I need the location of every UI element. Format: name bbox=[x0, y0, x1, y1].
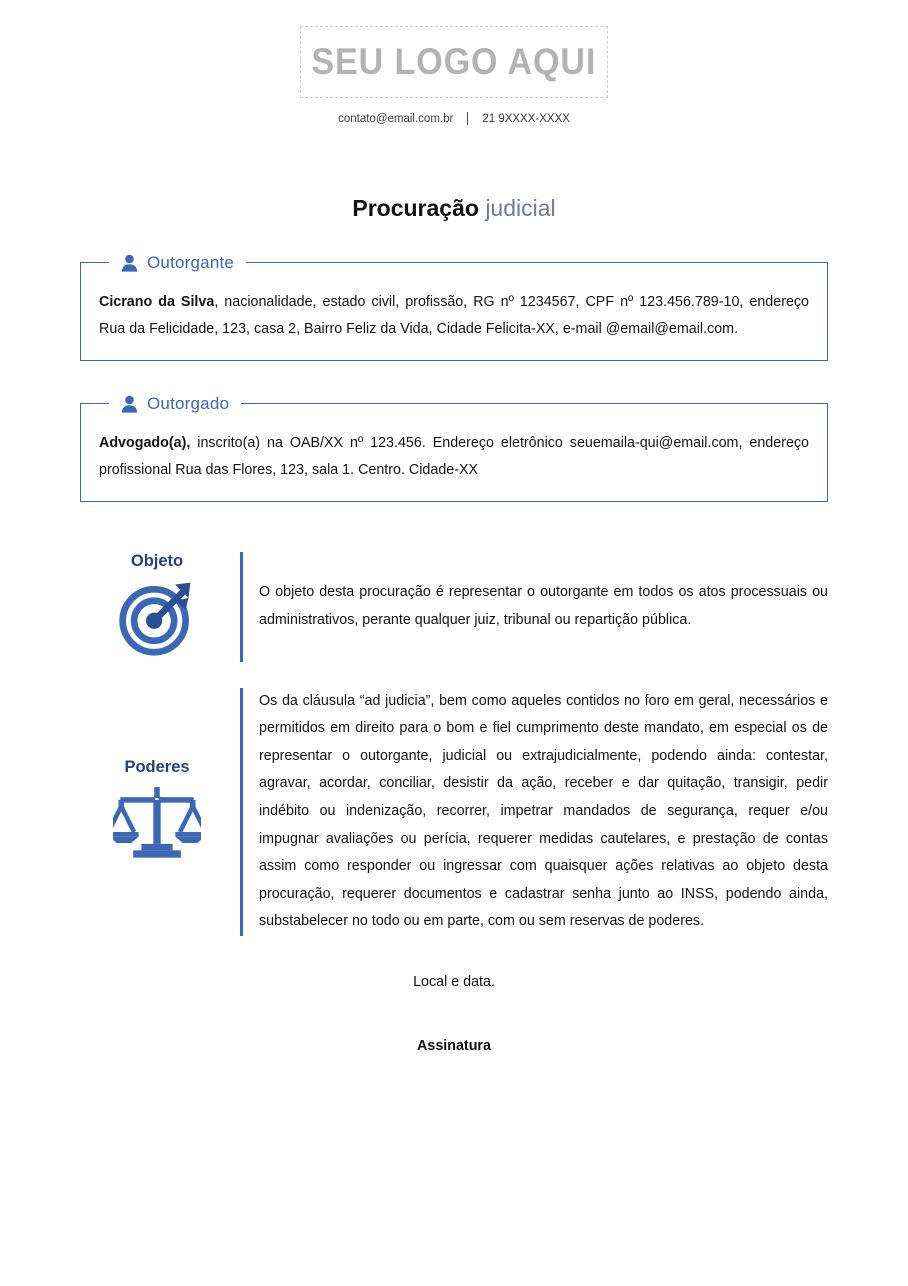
logo-placeholder-text: SEU LOGO AQUI bbox=[311, 41, 597, 82]
clause-poderes-body: Os da cláusula “ad judicia”, bem como aqueles contidos no foro em geral, necessários e permitidos em direito para o bom e fiel cumprimento deste mandato, em especial os de representar o outorgante, judicial ou extrajudicialmente, podendo ainda: contestar, agravar, acordar, conciliar, desistir da ação, receber e dar quitação, transigir, pedir indébito ou indenização, recorrer, impetrar mandados de segurança, requer e/ou impugnar avaliações ou perícia, requerer medidas cautelares, e prestação de contas assim como responder ou ingressar com quaisquer ações relativas ao objeto desta procuração, requerer documentos e cadastrar senha junto ao INSS, podendo ainda, substabelecer no todo ou em parte, com ou sem reservas de poderes. bbox=[259, 692, 828, 930]
scales-icon bbox=[113, 781, 201, 866]
party-outorgante-details: , nacionalidade, estado civil, profissão, RG nº 1234567, CPF nº 123.456.789-10, endereço Rua da Felicidade, 123, casa 2, Bairro Feliz da Vida, Cidade Felicita-XX, e-mail @email@email.com. bbox=[99, 294, 810, 338]
party-outorgante-label: Outorgante bbox=[147, 253, 235, 272]
contact-email: contato@email.com.br bbox=[338, 112, 454, 125]
contact-row bbox=[0, 112, 908, 125]
party-outorgado-label: Outorgado bbox=[147, 393, 230, 413]
party-outorgado-name: Advogado(a), bbox=[99, 434, 191, 451]
person-icon bbox=[121, 395, 138, 413]
party-outorgante bbox=[80, 253, 828, 361]
document-footer bbox=[0, 974, 908, 1054]
target-icon bbox=[116, 575, 198, 662]
document-header bbox=[0, 0, 908, 125]
clause-poderes-aside bbox=[80, 688, 240, 936]
party-outorgante-legend bbox=[109, 250, 246, 276]
page-title-light: judicial bbox=[485, 195, 556, 221]
local-e-data: Local e data. bbox=[413, 973, 495, 990]
page-title-strong: Procuração bbox=[352, 195, 479, 221]
party-outorgado-legend bbox=[109, 391, 241, 417]
clause-poderes-title: Poderes bbox=[124, 757, 190, 776]
page-title bbox=[0, 197, 908, 220]
party-outorgado-body bbox=[99, 430, 809, 485]
party-outorgado-details: inscrito(a) na OAB/XX nº 123.456. Endereço eletrônico seuemaila-qui@email.com, endereço profissional Rua das Flores, 123, sala 1. Centro. Cidade-XX bbox=[99, 434, 809, 479]
clause-objeto-body: O objeto desta procuração é representar o outorgante em todos os atos processuais ou administrativos, perante qualquer juiz, tribunal ou repartição pública. bbox=[259, 584, 828, 628]
person-icon bbox=[121, 254, 138, 272]
party-outorgante-name: Cicrano da Silva bbox=[99, 294, 215, 310]
party-outorgante-body bbox=[99, 289, 809, 344]
clause-objeto-title: Objeto bbox=[130, 551, 184, 570]
clause-objeto bbox=[80, 552, 828, 662]
clause-poderes bbox=[80, 688, 828, 936]
assinatura-label: Assinatura bbox=[417, 1037, 491, 1054]
clause-objeto-aside bbox=[80, 552, 240, 662]
contact-separator bbox=[467, 112, 468, 125]
contact-phone: 21 9XXXX-XXXX bbox=[482, 112, 570, 125]
party-outorgado bbox=[80, 393, 828, 502]
logo-placeholder-box bbox=[300, 26, 608, 98]
